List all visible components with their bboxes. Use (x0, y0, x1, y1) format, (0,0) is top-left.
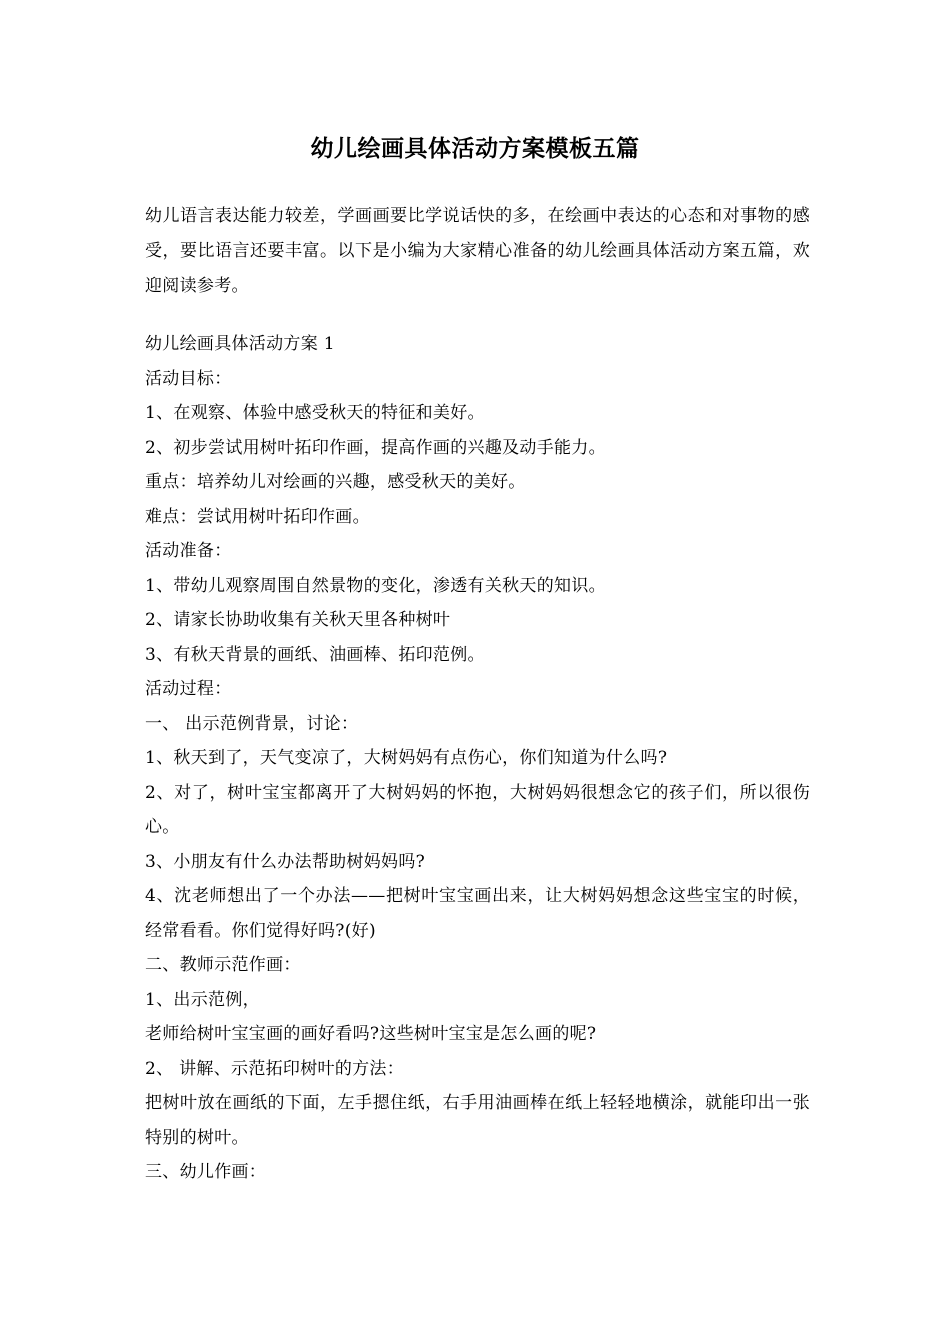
step-heading: 一、 出示范例背景，讨论： (145, 713, 359, 734)
section-heading: 幼儿绘画具体活动方案 1 (145, 334, 335, 354)
step-item: 3、小朋友有什么办法帮助树妈妈吗? (145, 851, 426, 872)
step-item: 1、秋天到了，天气变凉了，大树妈妈有点伤心，你们知道为什么吗? (145, 748, 668, 768)
intro-paragraph: 幼儿语言表达能力较差，学画画要比学说话快的多，在绘画中表达的心态和对事物的感受，要比语言还要丰富。以下是小编为大家精心准备的幼儿绘画具体活动方案五篇，欢迎阅读参考。 (145, 206, 810, 296)
goal-item: 1、在观察、体验中感受秋天的特征和美好。 (145, 403, 485, 423)
prep-label: 活动准备： (145, 541, 232, 561)
step-item: 2、对了，树叶宝宝都离开了大树妈妈的怀抱，大树妈妈很想念它的孩子们，所以很伤心。 (145, 782, 810, 837)
step-item: 1、出示范例， (145, 989, 260, 1010)
goal-item: 2、初步尝试用树叶拓印作画，提高作画的兴趣及动手能力。 (145, 437, 606, 458)
step-heading: 二、教师示范作画： (145, 955, 301, 975)
step-detail: 老师给树叶宝宝画的画好看吗?这些树叶宝宝是怎么画的呢? (145, 1024, 597, 1044)
prep-item: 2、请家长协助收集有关秋天里各种树叶 (145, 610, 451, 630)
difficulty-point: 难点：尝试用树叶拓印作画。 (145, 506, 370, 527)
process-label: 活动过程： (145, 679, 232, 699)
prep-item: 1、带幼儿观察周围自然景物的变化，渗透有关秋天的知识。 (145, 575, 606, 596)
prep-item: 3、有秋天背景的画纸、油画棒、拓印范例。 (145, 644, 485, 665)
key-point: 重点：培养幼儿对绘画的兴趣，感受秋天的美好。 (145, 472, 526, 492)
goals-label: 活动目标： (145, 368, 232, 389)
step-detail: 把树叶放在画纸的下面，左手摁住纸，右手用油画棒在纸上轻轻地横涂，就能印出一张特别的树叶。 (145, 1093, 810, 1148)
document-title: 幼儿绘画具体活动方案模板五篇 (310, 135, 640, 162)
document-body (145, 327, 810, 1190)
step-item: 2、 讲解、示范拓印树叶的方法： (145, 1058, 405, 1079)
step-heading: 三、幼儿作画： (145, 1162, 267, 1182)
step-item: 4、沈老师想出了一个办法——把树叶宝宝画出来，让大树妈妈想念这些宝宝的时候，经常看看。你们觉得好吗?(好) (145, 886, 810, 941)
